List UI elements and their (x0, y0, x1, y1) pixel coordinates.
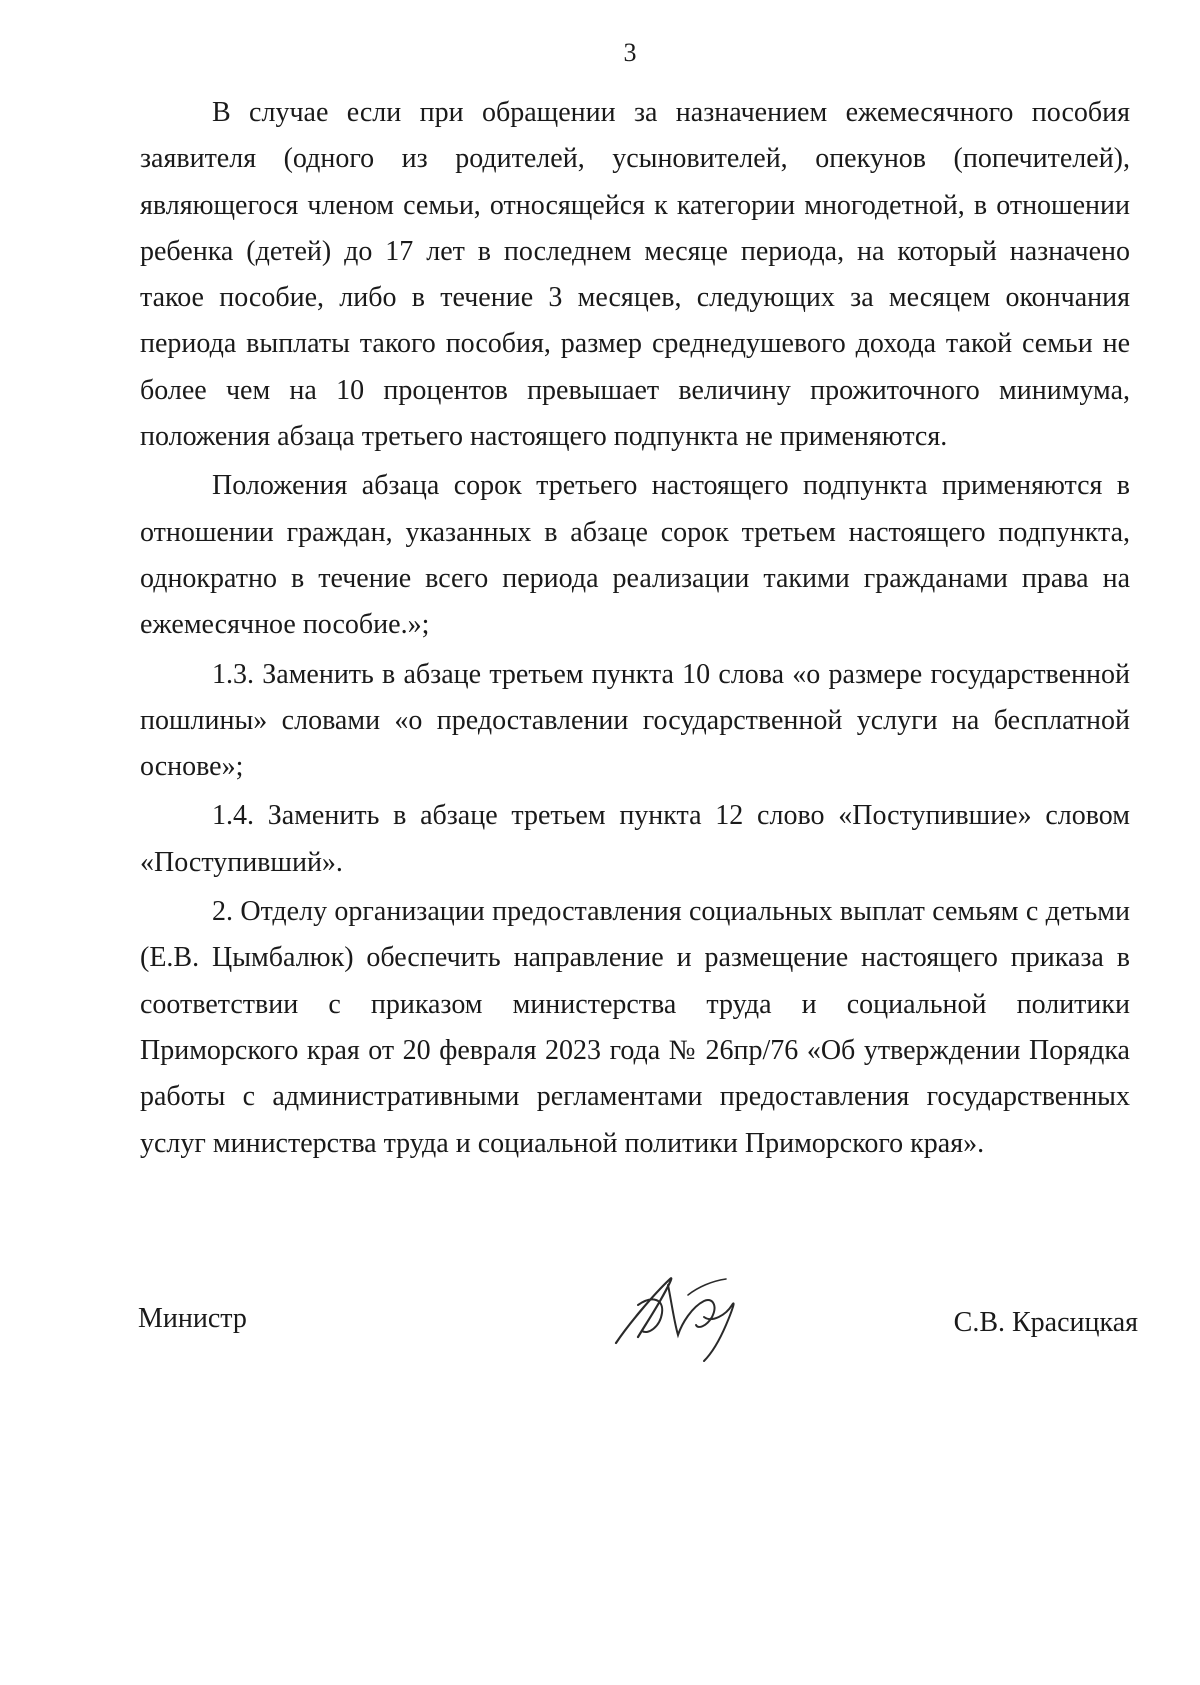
handwritten-signature (608, 1265, 758, 1365)
signatory-name: С.В. Красицкая (953, 1307, 1138, 1338)
paragraph-item-2: 2. Отделу организации предоставления социальных выплат семьям с детьми (Е.В. Цымбалюк) обеспечить направление и размещение настоящего приказа в соответствии с приказом министерства труда и социальной политики Приморского края от 20 февраля 2023 года № 26пр/76 «Об утверждении Порядка работы с административными регламентами предоставления государственных услуг министерства труда и социальной политики Приморского края». (140, 896, 1130, 1159)
paragraph-one-time-application: Положения абзаца сорок третьего настоящего подпункта применяются в отношении граждан, указанных в абзаце сорок третьем настоящего подпункта, однократно в течение всего периода реализации такими гражданами права на ежемесячное пособие.»; (140, 470, 1130, 641)
signatory-title: Министр (138, 1303, 247, 1334)
paragraph-monthly-allowance-exception: В случае если при обращении за назначением ежемесячного пособия заявителя (одного из родителей, усыновителей, опекунов (попечителей), являющегося членом семьи, относящейся к категории многодетной, в отношении ребенка (детей) до 17 лет в последнем месяце периода, на который назначено такое пособие, либо в течение 3 месяцев, следующих за месяцем окончания периода выплаты такого пособия, размер среднедушевого дохода такой семьи не более чем на 10 процентов превышает величину прожиточного минимума, положения абзаца третьего настоящего подпункта не применяются. (140, 97, 1130, 453)
signature-block (138, 1295, 1138, 1395)
paragraph-item-1-3: 1.3. Заменить в абзаце третьем пункта 10 слова «о размере государственной пошлины» словами «о предоставлении государственной услуги на бесплатной основе»; (140, 658, 1130, 783)
page-number: 3 (623, 38, 637, 67)
document-body (140, 90, 1130, 1167)
paragraph-item-1-4: 1.4. Заменить в абзаце третьем пункта 12 слово «Поступившие» словом «Поступивший». (140, 800, 1130, 878)
